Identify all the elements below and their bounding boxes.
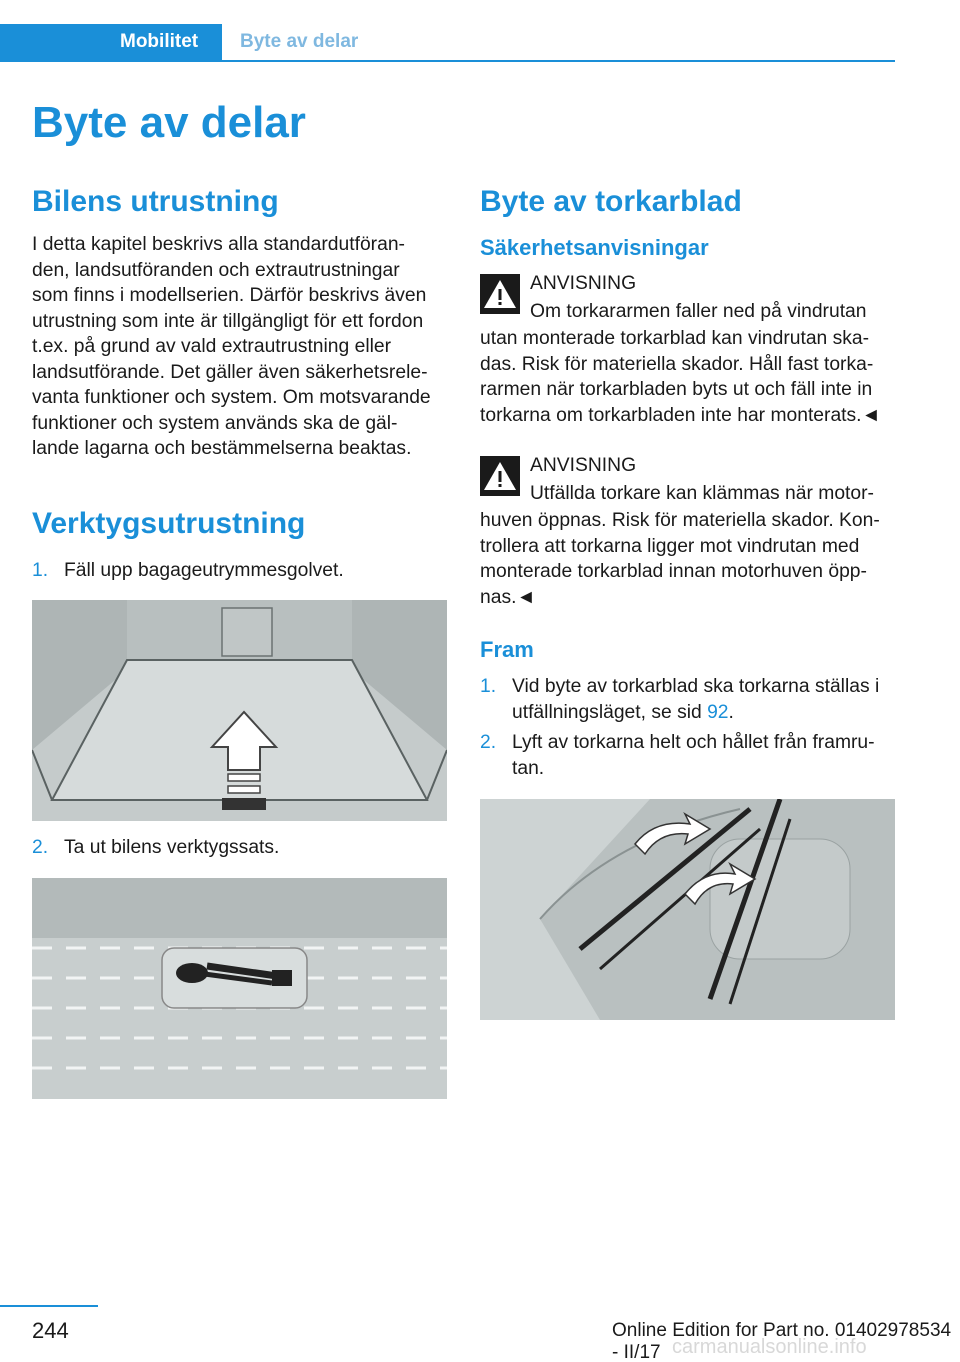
front-step-1	[480, 674, 895, 725]
warning-text-first-line: Om torkararmen faller ned på vindrutan	[530, 301, 867, 322]
text-line: funktioner och system används ska de gäl-	[32, 412, 398, 434]
wiper-figure	[480, 799, 895, 1020]
step-text-line: tan.	[512, 757, 545, 779]
trunk-floor-illustration	[32, 600, 447, 821]
page-reference-link[interactable]: 92	[707, 701, 729, 723]
step-number: 2.	[32, 837, 49, 858]
step-text: Fäll upp bagageutrymmesgolvet.	[64, 559, 344, 581]
warning-text-first-line: Utfällda torkare kan klämmas när motor-	[530, 483, 874, 504]
warning-text	[480, 508, 895, 610]
equipment-heading: Bilens utrustning	[32, 185, 279, 218]
text-line: torkarna om torkarbladen inte har monterats.◄	[480, 404, 881, 426]
text-line: utan monterade torkarblad kan vindrutan ska-	[480, 328, 870, 349]
text-line: rarmen när torkarbladen byts ut och fäll inte in	[480, 379, 873, 400]
tool-kit-figure	[32, 878, 447, 1099]
text-line: vanta funktioner och system. Om motsvarande	[32, 387, 431, 408]
edition-note: Online Edition for Part no. 01402978534 - II/17	[612, 1320, 952, 1362]
warning-block-1	[480, 270, 895, 428]
text-line: trollera att torkarna ligger mot vindrutan med	[480, 535, 860, 557]
warning-block-2	[480, 452, 895, 610]
text-line: huven öppnas. Risk för materiella skador. Kon-	[480, 510, 880, 531]
front-heading: Fram	[480, 637, 534, 662]
text-line: utrustning som inte är tillgängligt för ett fordon	[32, 310, 424, 332]
warning-triangle-icon	[480, 456, 520, 496]
trunk-floor-figure	[32, 600, 447, 821]
footer-rule	[0, 1305, 98, 1307]
page-title: Byte av delar	[32, 98, 306, 147]
step-text-line: Vid byte av torkarblad ska torkarna ställas i	[512, 676, 880, 697]
wiper-heading: Byte av torkarblad	[480, 185, 742, 218]
text-line: monterade torkarblad innan motorhuven öpp-	[480, 561, 867, 582]
text-line: landsutförande. Det gäller även säkerhetsrele-	[32, 361, 428, 383]
step-number: 2.	[480, 732, 497, 753]
equipment-paragraph	[32, 232, 447, 462]
right-column	[480, 180, 895, 1020]
tools-heading: Verktygsutrustning	[32, 506, 306, 540]
step-number: 1.	[32, 559, 49, 581]
tools-step-1	[32, 558, 447, 584]
header-section-tab: Mobilitet	[0, 24, 222, 60]
step-text-line	[512, 700, 895, 726]
step-text: Ta ut bilens verktygssats.	[64, 837, 280, 858]
wiper-illustration	[480, 799, 895, 1020]
header-chapter-tab: Byte av delar	[240, 31, 359, 52]
tools-step-2	[32, 835, 447, 861]
text-line: das. Risk för materiella skador. Håll fast torka-	[480, 353, 874, 375]
step-text: .	[728, 701, 734, 723]
step-number: 1.	[480, 676, 497, 697]
step-text-line: Lyft av torkarna helt och hållet från framru-	[512, 732, 875, 753]
text-line: nas.◄	[480, 586, 536, 608]
warning-label: ANVISNING	[530, 455, 637, 476]
text-line: som finns i modellserien. Därför beskrivs även	[32, 285, 427, 306]
page-header	[0, 24, 895, 62]
watermark: carmanualsonline.info	[672, 1336, 867, 1358]
front-step-2	[480, 730, 895, 781]
warning-triangle-icon	[480, 274, 520, 314]
page-number: 244	[32, 1318, 69, 1343]
text-line: den, landsutföranden och extrautrustningar	[32, 259, 400, 281]
safety-heading: Säkerhetsanvisningar	[480, 235, 709, 260]
warning-label: ANVISNING	[530, 273, 637, 294]
step-text: utfällningsläget, se sid	[512, 701, 708, 723]
text-line: I detta kapitel beskrivs alla standardutföran-	[32, 234, 405, 255]
text-line: lande lagarna och bestämmelserna beaktas.	[32, 438, 412, 459]
tool-kit-illustration	[32, 878, 447, 1099]
left-column	[32, 180, 447, 1099]
text-line: t.ex. på grund av vald extrautrustning eller	[32, 336, 392, 357]
warning-text	[480, 326, 895, 428]
